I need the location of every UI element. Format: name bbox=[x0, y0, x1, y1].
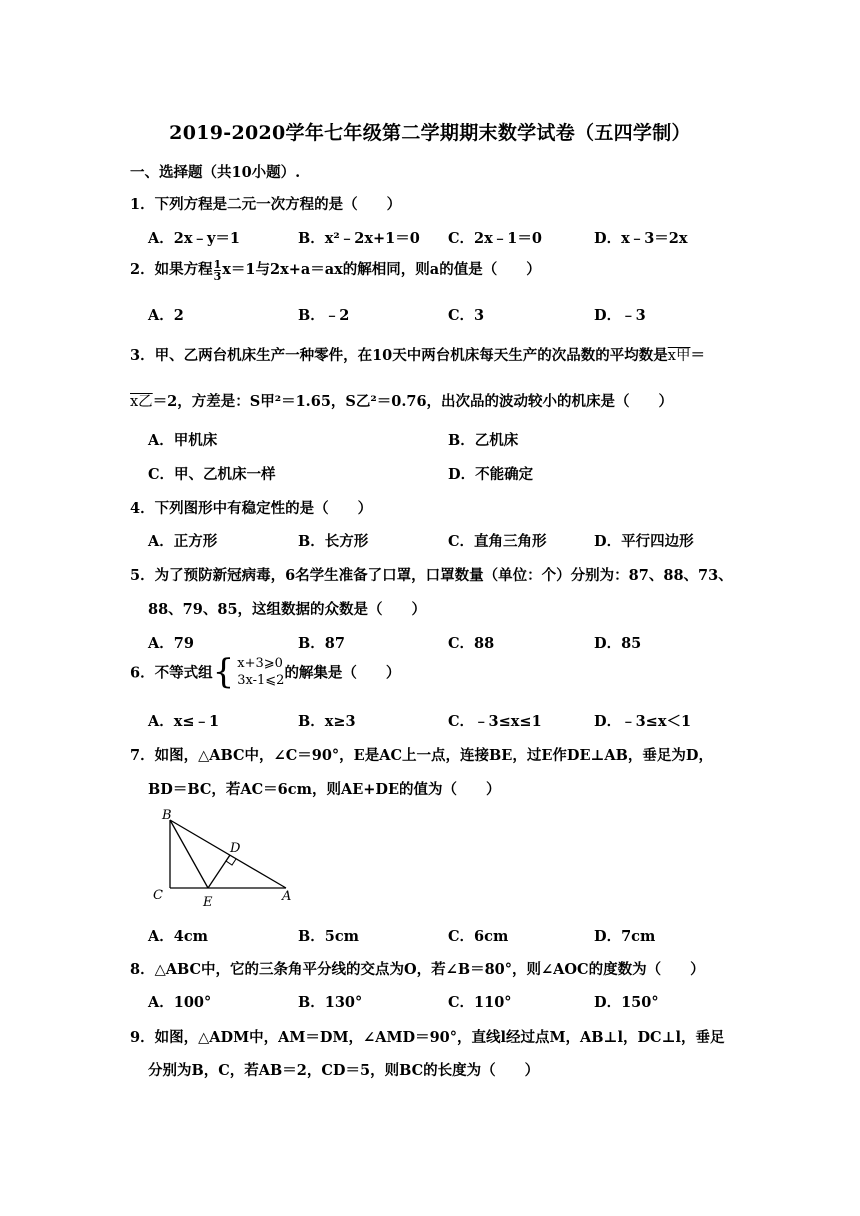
question-5-option-b: B．87 bbox=[298, 635, 345, 652]
question-6-option-d: D．﹣3≤x＜1 bbox=[594, 713, 692, 730]
inequality-system bbox=[237, 655, 284, 689]
question-7-option-d: D．7cm bbox=[594, 928, 656, 945]
question-4-option-d: D．平行四边形 bbox=[594, 533, 694, 550]
fraction-denominator: 3 bbox=[213, 269, 222, 283]
question-5-line-2: 88、79、85，这组数据的众数是（ ） bbox=[148, 601, 427, 618]
question-2-post: x＝1与2x+a＝ax的解相同，则a的值是（ ） bbox=[222, 261, 541, 278]
question-8-option-a: A．100° bbox=[148, 994, 212, 1011]
question-4-option-a: A．正方形 bbox=[148, 533, 218, 550]
question-3-text-2: ＝2，方差是：S甲²＝1.65，S乙²＝0.76，出次品的波动较小的机床是（ ） bbox=[152, 393, 674, 410]
page-title: 2019-2020学年七年级第二学期期末数学试卷（五四学制） bbox=[169, 122, 691, 144]
question-3-line-2 bbox=[130, 390, 673, 411]
question-5-option-d: D．85 bbox=[594, 635, 642, 652]
inequality-2: 3x-1⩽2 bbox=[237, 673, 285, 688]
question-1-option-d: D．x﹣3＝2x bbox=[594, 230, 688, 247]
question-6-option-c: C．﹣3≤x≤1 bbox=[448, 713, 542, 730]
question-3-text-1: 3．甲、乙两台机床生产一种零件，在10天中两台机床每天生产的次品数的平均数是 bbox=[130, 347, 668, 364]
question-8-option-d: D．150° bbox=[594, 994, 659, 1011]
fraction bbox=[214, 259, 222, 282]
question-2-option-b: B．﹣2 bbox=[298, 307, 350, 324]
question-6-option-a: A．x≤﹣1 bbox=[148, 713, 220, 730]
fraction-numerator: 1 bbox=[213, 257, 222, 271]
question-2-option-d: D．﹣3 bbox=[594, 307, 646, 324]
question-9-line-1: 9．如图，△ADM中，AM＝DM，∠AMD＝90°，直线l经过点M，AB⊥l，DC⊥l，垂足 bbox=[130, 1029, 725, 1046]
question-3-option-b: B．乙机床 bbox=[448, 432, 519, 449]
label-a: A bbox=[282, 889, 292, 904]
question-7-line-1: 7．如图，△ABC中，∠C＝90°，E是AC上一点，连接BE，过E作DE⊥AB，垂足为D， bbox=[130, 747, 713, 764]
inequality-1: x+3⩾0 bbox=[237, 656, 283, 671]
question-6-pre: 6．不等式组 bbox=[130, 664, 213, 682]
question-1-option-a: A．2x﹣y＝1 bbox=[148, 230, 240, 247]
label-b: B bbox=[162, 808, 172, 823]
label-d: D bbox=[230, 841, 241, 856]
question-7-option-c: C．6cm bbox=[448, 928, 509, 945]
question-6-option-b: B．x≥3 bbox=[298, 713, 356, 730]
section-heading: 一、选择题（共10小题）. bbox=[130, 164, 301, 181]
question-5-line-1: 5．为了预防新冠病毒，6名学生准备了口罩，口罩数量（单位：个）分别为：87、88、73、 bbox=[130, 567, 733, 584]
question-3-option-c: C．甲、乙机床一样 bbox=[148, 466, 276, 483]
question-8-stem: 8．△ABC中，它的三条角平分线的交点为O，若∠B＝80°，则∠AOC的度数为（ ） bbox=[130, 961, 705, 978]
question-9-line-2: 分别为B，C，若AB＝2，CD＝5，则BC的长度为（ ） bbox=[148, 1062, 540, 1079]
question-3-option-a: A．甲机床 bbox=[148, 432, 218, 449]
question-3-option-d: D．不能确定 bbox=[448, 466, 534, 483]
question-2-pre: 2．如果方程 bbox=[130, 261, 213, 278]
mean-jia: x甲 bbox=[667, 348, 691, 364]
question-8-option-c: C．110° bbox=[448, 994, 512, 1011]
question-2-stem bbox=[130, 258, 541, 282]
segment-be bbox=[170, 820, 208, 888]
question-2-option-c: C．3 bbox=[448, 307, 485, 324]
label-e: E bbox=[203, 895, 213, 910]
triangle-figure bbox=[148, 806, 298, 910]
question-3-line-1 bbox=[130, 344, 705, 365]
question-4-option-c: C．直角三角形 bbox=[448, 533, 547, 550]
equals-sign: ＝ bbox=[690, 347, 705, 364]
question-1-option-b: B．x²﹣2x+1＝0 bbox=[298, 230, 420, 247]
question-8-option-b: B．130° bbox=[298, 994, 363, 1011]
mean-yi: x乙 bbox=[130, 394, 153, 410]
label-c: C bbox=[153, 888, 163, 903]
question-6-post: 的解集是（ ） bbox=[284, 664, 401, 682]
question-5-option-c: C．88 bbox=[448, 635, 495, 652]
question-4-stem: 4．下列图形中有稳定性的是（ ） bbox=[130, 500, 373, 517]
question-1-stem: 1．下列方程是二元一次方程的是（ ） bbox=[130, 196, 402, 213]
left-brace: { bbox=[212, 652, 235, 692]
question-7-option-b: B．5cm bbox=[298, 928, 360, 945]
question-2-option-a: A．2 bbox=[148, 307, 184, 324]
question-7-option-a: A．4cm bbox=[148, 928, 209, 945]
question-6-stem bbox=[130, 652, 401, 692]
question-7-line-2: BD＝BC，若AC＝6cm，则AE+DE的值为（ ） bbox=[148, 781, 501, 798]
question-4-option-b: B．长方形 bbox=[298, 533, 369, 550]
segment-ba bbox=[170, 820, 286, 888]
question-1-option-c: C．2x﹣1＝0 bbox=[448, 230, 542, 247]
question-5-option-a: A．79 bbox=[148, 635, 194, 652]
